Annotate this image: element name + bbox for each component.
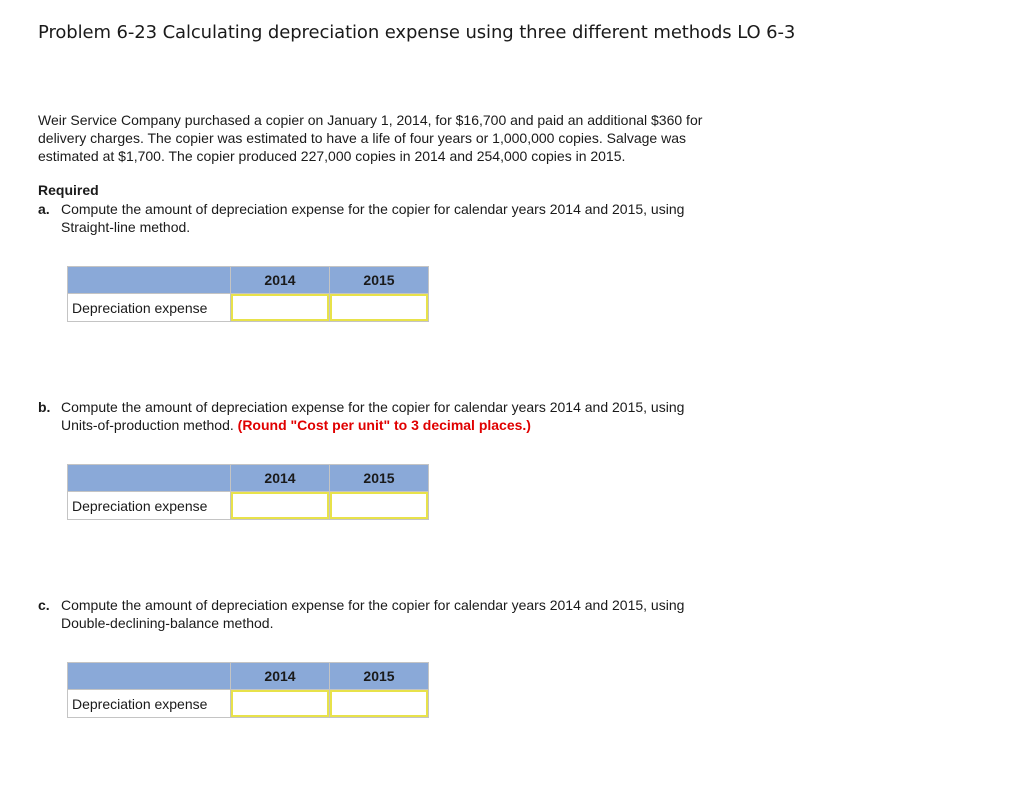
table-row xyxy=(68,690,429,718)
part-b-table xyxy=(67,464,429,520)
table-row xyxy=(68,492,429,520)
table-row xyxy=(68,294,429,322)
part-text: Compute the amount of depreciation expense for the copier for calendar years 2014 and 2015, using xyxy=(61,399,685,415)
part-text: Compute the amount of depreciation expense for the copier for calendar years 2014 and 2015, using xyxy=(61,201,685,217)
part-b-instructions xyxy=(38,398,798,434)
depreciation-2015-input[interactable] xyxy=(330,492,428,519)
page-title: Problem 6-23 Calculating depreciation expense using three different methods LO 6-3 xyxy=(38,22,796,43)
year-header: 2014 xyxy=(231,267,330,294)
depreciation-2014-input[interactable] xyxy=(231,294,329,321)
table-header-row xyxy=(68,267,429,294)
table-header-row xyxy=(68,465,429,492)
table-header-row xyxy=(68,663,429,690)
part-c-table xyxy=(67,662,429,718)
intro-line: estimated at $1,700. The copier produced 227,000 copies in 2014 and 254,000 copies in 2015. xyxy=(38,148,626,164)
part-a-table xyxy=(67,266,429,322)
year-header: 2015 xyxy=(330,465,429,492)
table-header-blank xyxy=(68,663,231,690)
depreciation-2015-input[interactable] xyxy=(330,690,428,717)
intro-line: Weir Service Company purchased a copier on January 1, 2014, for $16,700 and paid an additional $360 for xyxy=(38,112,703,128)
depreciation-2014-input[interactable] xyxy=(231,492,329,519)
part-letter: b. xyxy=(38,399,51,415)
part-text: Straight-line method. xyxy=(61,219,191,235)
part-letter: c. xyxy=(38,597,50,613)
year-header: 2015 xyxy=(330,663,429,690)
part-letter: a. xyxy=(38,201,50,217)
problem-description xyxy=(38,111,798,165)
intro-line: delivery charges. The copier was estimated to have a life of four years or 1,000,000 copies. Salvage was xyxy=(38,130,686,146)
year-header: 2014 xyxy=(231,663,330,690)
year-header: 2014 xyxy=(231,465,330,492)
row-label: Depreciation expense xyxy=(68,492,231,520)
part-text: Double-declining-balance method. xyxy=(61,615,274,631)
part-text: Units-of-production method. xyxy=(61,417,234,433)
table-header-blank xyxy=(68,465,231,492)
depreciation-2014-input[interactable] xyxy=(231,690,329,717)
table-header-blank xyxy=(68,267,231,294)
required-heading: Required xyxy=(38,182,99,198)
year-header: 2015 xyxy=(330,267,429,294)
rounding-note: (Round "Cost per unit" to 3 decimal places.) xyxy=(237,417,531,433)
row-label: Depreciation expense xyxy=(68,690,231,718)
part-c-instructions xyxy=(38,596,798,632)
depreciation-2015-input[interactable] xyxy=(330,294,428,321)
part-text: Compute the amount of depreciation expense for the copier for calendar years 2014 and 2015, using xyxy=(61,597,685,613)
part-a-instructions xyxy=(38,200,798,236)
row-label: Depreciation expense xyxy=(68,294,231,322)
